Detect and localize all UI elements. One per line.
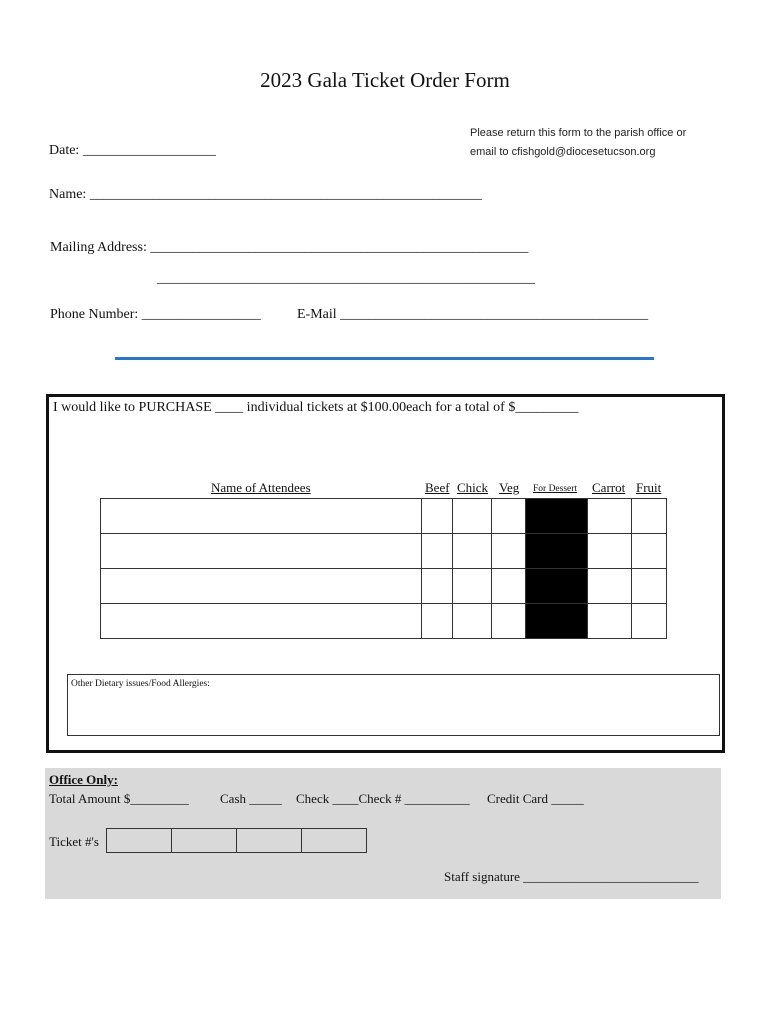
- header-fruit: Fruit: [636, 480, 662, 495]
- ticket-number-box[interactable]: [107, 829, 172, 853]
- chick-cell[interactable]: [453, 604, 492, 639]
- staff-signature-field[interactable]: Staff signature ___________________________: [444, 869, 699, 884]
- dessert-cell: [526, 499, 588, 534]
- attendee-name-cell[interactable]: [101, 569, 422, 604]
- veg-cell[interactable]: [492, 499, 526, 534]
- section-divider: [115, 357, 654, 360]
- form-title: 2023 Gala Ticket Order Form: [260, 68, 510, 92]
- attendees-table: [100, 498, 667, 639]
- fruit-cell[interactable]: [632, 569, 667, 604]
- table-row: [101, 499, 667, 534]
- dessert-cell: [526, 534, 588, 569]
- ticket-number-box[interactable]: [302, 829, 367, 853]
- credit-card-field[interactable]: Credit Card _____: [487, 791, 584, 806]
- cash-field[interactable]: Cash _____: [220, 791, 282, 806]
- beef-cell[interactable]: [422, 499, 453, 534]
- fruit-cell[interactable]: [632, 604, 667, 639]
- fruit-cell[interactable]: [632, 499, 667, 534]
- veg-cell[interactable]: [492, 604, 526, 639]
- chick-cell[interactable]: [453, 499, 492, 534]
- beef-cell[interactable]: [422, 604, 453, 639]
- office-only-title: Office Only:: [49, 772, 118, 787]
- table-row: [101, 569, 667, 604]
- dietary-issues-label: Other Dietary issues/Food Allergies:: [71, 679, 210, 689]
- dessert-cell: [526, 604, 588, 639]
- attendee-name-cell[interactable]: [101, 534, 422, 569]
- name-field[interactable]: Name: ________________________________________________________: [49, 187, 482, 202]
- attendee-name-cell[interactable]: [101, 499, 422, 534]
- ticket-numbers-table: [106, 828, 367, 853]
- beef-cell[interactable]: [422, 534, 453, 569]
- email-field[interactable]: E-Mail ____________________________________________: [297, 307, 649, 322]
- header-for-dessert: For Dessert: [533, 484, 578, 494]
- date-field[interactable]: Date: ___________________: [49, 143, 216, 158]
- carrot-cell[interactable]: [588, 534, 632, 569]
- attendee-name-cell[interactable]: [101, 604, 422, 639]
- table-row: [101, 604, 667, 639]
- header-chick: Chick: [457, 480, 489, 495]
- dessert-cell: [526, 569, 588, 604]
- header-beef: Beef: [425, 480, 450, 495]
- veg-cell[interactable]: [492, 569, 526, 604]
- carrot-cell[interactable]: [588, 569, 632, 604]
- header-name-of-attendees: Name of Attendees: [211, 480, 311, 495]
- chick-cell[interactable]: [453, 534, 492, 569]
- check-field[interactable]: Check ____Check # __________: [296, 791, 470, 806]
- mailing-address-line-2[interactable]: ______________________________________________________: [157, 271, 535, 286]
- carrot-cell[interactable]: [588, 499, 632, 534]
- veg-cell[interactable]: [492, 534, 526, 569]
- phone-field[interactable]: Phone Number: _________________: [50, 307, 261, 322]
- table-row: [101, 534, 667, 569]
- ticket-number-box[interactable]: [172, 829, 237, 853]
- total-amount-field[interactable]: Total Amount $_________: [49, 791, 189, 806]
- mailing-address-field[interactable]: Mailing Address: ______________________________________________________: [50, 240, 529, 255]
- return-note-line-1: Please return this form to the parish office or: [470, 127, 687, 139]
- purchase-statement[interactable]: I would like to PURCHASE ____ individual tickets at $100.00each for a total of $_________: [53, 400, 579, 415]
- return-note-line-2: email to cfishgold@diocesetucson.org: [470, 146, 656, 158]
- carrot-cell[interactable]: [588, 604, 632, 639]
- chick-cell[interactable]: [453, 569, 492, 604]
- header-carrot: Carrot: [592, 480, 626, 495]
- ticket-number-box[interactable]: [237, 829, 302, 853]
- header-veg: Veg: [499, 480, 520, 495]
- fruit-cell[interactable]: [632, 534, 667, 569]
- beef-cell[interactable]: [422, 569, 453, 604]
- ticket-numbers-label: Ticket #'s: [49, 834, 99, 849]
- table-row: [107, 829, 367, 853]
